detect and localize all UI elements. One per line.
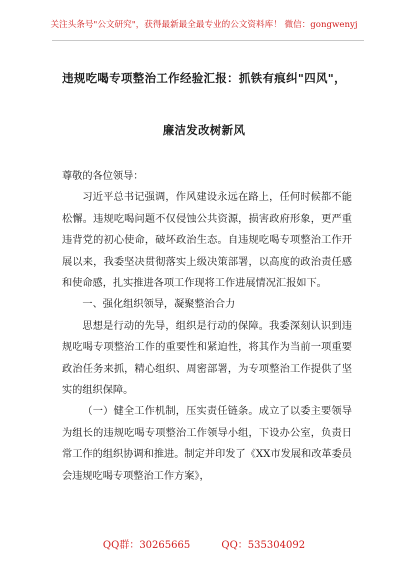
document-title-line2: 廉洁发改树新风	[162, 123, 246, 137]
footer-qq-group: QQ群：30265665	[102, 540, 191, 551]
header-divider	[52, 40, 364, 41]
document-body	[62, 166, 352, 487]
section-heading: 一、强化组织领导，凝聚整治合力	[82, 299, 236, 311]
footer-contact	[0, 536, 408, 551]
salutation: 尊敬的各位领导：	[62, 171, 144, 182]
paragraph-intro: 习近平总书记强调，作风建设永远在路上，任何时候都不能松懈。违规吃喝问题不仅侵蚀公共资源，损害政府形象，更严重违背党的初心使命，破坏政治生态。自违规吃喝专项整治工作开展以来，我委坚决贯彻落实上级决策部署，以高度的政治责任感和使命感，扎实推进各项工作现将工作进展情况汇报如下。	[62, 192, 352, 290]
paragraph-section-1: 思想是行动的先导，组织是行动的保障。我委深刻认识到违规吃喝专项整治工作的重要性和紧迫性，将其作为当前一项重要政治任务来抓，精心组织、周密部署，为专项整治工作提供了坚实的组织保障。	[62, 320, 352, 397]
footer-qq: QQ：535304092	[221, 540, 306, 551]
document-title-line1: 违规吃喝专项整治工作经验汇报：抓铁有痕纠"四风"，	[62, 71, 346, 85]
header-banner: 关注头条号"公文研究"，获得最新最全最专业的公文资料库！ 微信：gongwenyj	[50, 20, 358, 30]
paragraph-subsection-1: （一）健全工作机制，压实责任链条。成立了以委主要领导为组长的违规吃喝专项整治工作领导小组，下设办公室，负责日常工作的组织协调和推进。制定并印发了《XX市发展和改革委员会违规吃喝专项整治工作方案》，	[62, 406, 352, 482]
